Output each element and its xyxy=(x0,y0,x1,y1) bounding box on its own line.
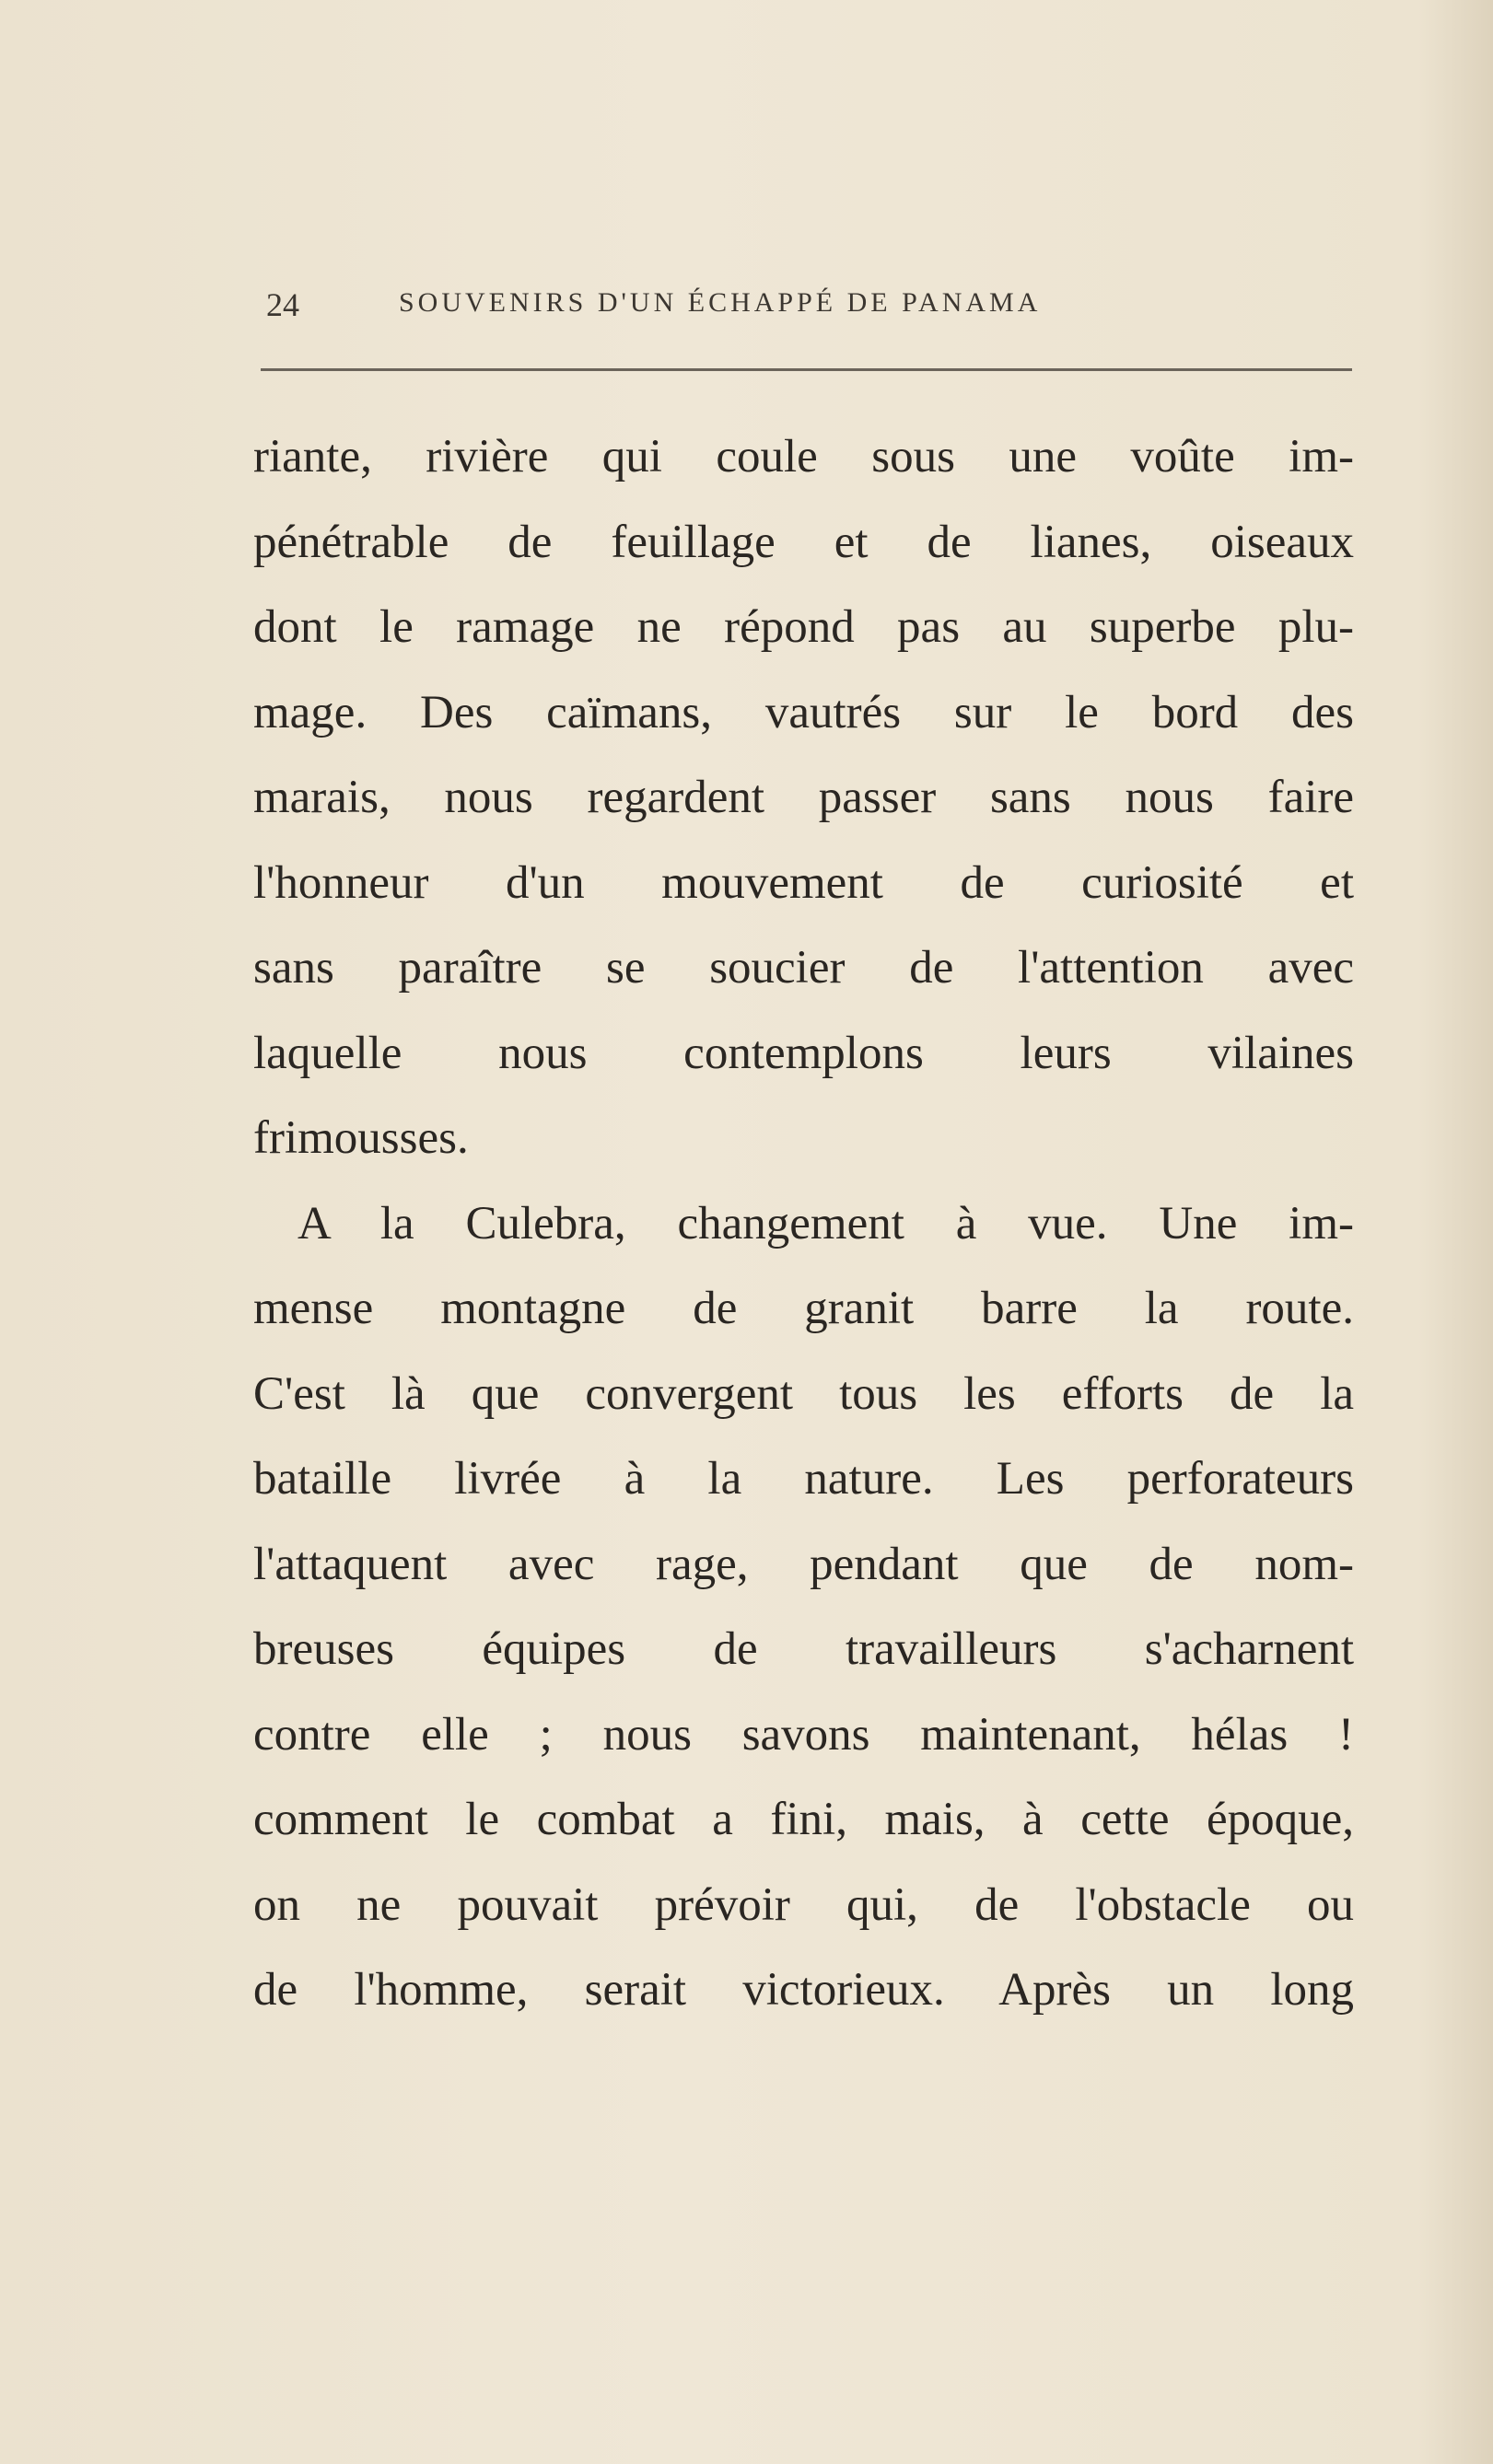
text-line: dont le ramage ne répond pas au superbe plu- xyxy=(253,601,1354,653)
text-line: laquelle nous contemplons leurs vilaines xyxy=(253,1027,1354,1079)
text-line: sans paraître se soucier de l'attention avec xyxy=(253,942,1354,994)
text-line: A la Culebra, changement à vue. Une im- xyxy=(297,1197,1354,1249)
text-line: comment le combat a fini, mais, à cette époque, xyxy=(253,1794,1354,1845)
page-number: 24 xyxy=(266,286,299,323)
text-line: C'est là que convergent tous les efforts de la xyxy=(253,1367,1354,1420)
text-line: on ne pouvait prévoir qui, de l'obstacle ou xyxy=(253,1878,1354,1931)
text-line: contre elle ; nous savons maintenant, hélas ! xyxy=(253,1708,1354,1761)
body-text xyxy=(253,414,1354,2033)
text-line: mense montagne de granit barre la route. xyxy=(253,1283,1354,1334)
text-line: l'honneur d'un mouvement de curiosité et xyxy=(253,856,1354,909)
text-line: pénétrable de feuillage et de lianes, oiseaux xyxy=(253,516,1354,568)
text-line: bataille livrée à la nature. Les perforateurs xyxy=(253,1453,1354,1505)
text-line: mage. Des caïmans, vautrés sur le bord des xyxy=(253,686,1354,738)
header-rule xyxy=(261,368,1352,371)
text-line: marais, nous regardent passer sans nous faire xyxy=(253,772,1354,823)
text-line: breuses équipes de travailleurs s'acharnent xyxy=(253,1623,1354,1675)
page-header xyxy=(261,278,1352,333)
text-line: riante, rivière qui coule sous une voûte im- xyxy=(253,431,1354,482)
text-line: l'attaquent avec rage, pendant que de nom- xyxy=(253,1538,1354,1590)
text-line: frimousses. xyxy=(253,1112,469,1164)
text-line: de l'homme, serait victorieux. Après un long xyxy=(253,1964,1354,2016)
running-title: SOUVENIRS D'UN ÉCHAPPÉ DE PANAMA xyxy=(399,287,1042,318)
